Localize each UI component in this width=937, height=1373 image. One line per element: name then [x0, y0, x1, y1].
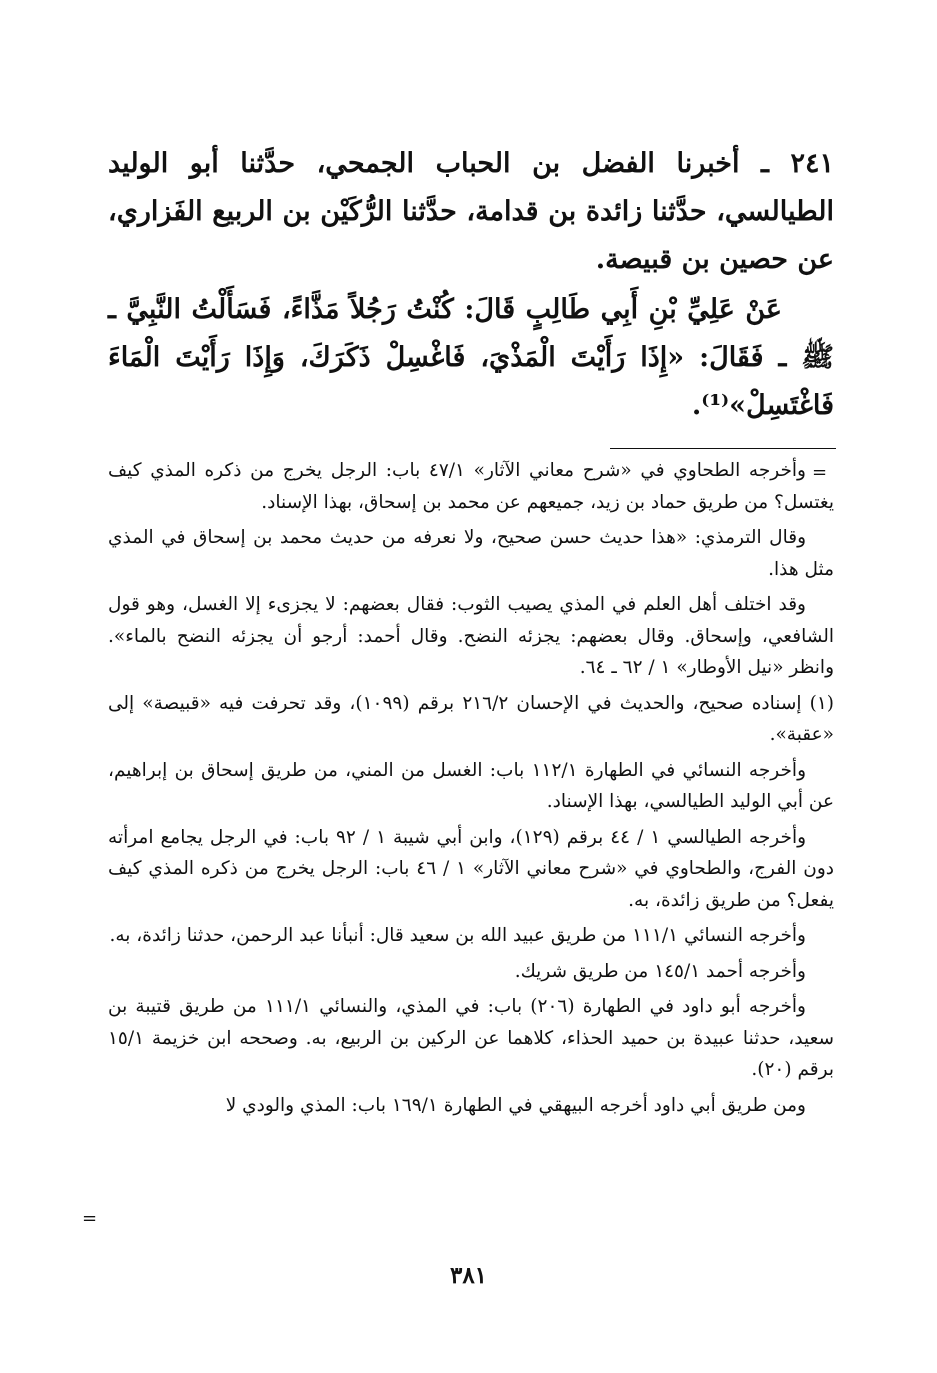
footnote-continuation-mark-start: =	[812, 462, 828, 483]
footnote-paragraph: وأخرجه النسائي في الطهارة ١١٢/١ باب: الغسل من المني، من طريق إسحاق بن إبراهيم، عن أبي الوليد الطيالسي، بهذا الإسناد.	[108, 759, 834, 812]
footnotes	[108, 455, 834, 1125]
footnote-paragraph: وأخرجه أبو داود في الطهارة (٢٠٦) باب: في المذي، والنسائي ١١١/١ من طريق قتيبة بن سعيد، حدثنا عبيدة بن حميد الحذاء، كلاهما عن الركين بن الربيع، به. وصححه ابن خزيمة ١٥/١ برقم (٢٠).	[108, 996, 834, 1080]
hadith-isnad: ٢٤١ ـ أخبرنا الفضل بن الحباب الجمحي، حدَّثنا أبو الوليد الطيالسي، حدَّثنا زائدة بن قدامة، حدَّثنا الرُّكَيْن بن الربيع الفَزاري، عن حصين بن قبيصة.	[108, 148, 834, 275]
footnote-paragraph: وأخرجه الطحاوي في «شرح معاني الآثار» ٤٧/١ باب: الرجل يخرج من ذكره المذي كيف يغتسل؟ من طريق حماد بن زيد، جميعهم عن محمد بن إسحاق، بهذا الإسناد.	[108, 460, 834, 513]
page-number: ٣٨١	[449, 1262, 488, 1289]
main-text	[108, 140, 834, 430]
footnote-divider	[610, 448, 836, 449]
footnote-paragraph: وقد اختلف أهل العلم في المذي يصيب الثوب: فقال بعضهم: لا يجزىء إلا الغسل، وهو قول الشافعي، وإسحاق. وقال بعضهم: يجزئه النضح. وقال أحمد: أرجو أن يجزئه النضح بالماء». وانظر «نيل الأوطار» ١ / ٦٢ ـ ٦٤.	[108, 594, 834, 678]
footnote-paragraph: وأخرجه أحمد ١٤٥/١ من طريق شريك.	[514, 960, 806, 982]
footnote-paragraph: ومن طريق أبي داود أخرجه البيهقي في الطهارة ١٦٩/١ باب: المذي والودي لا	[225, 1094, 806, 1116]
footnote-continuation-mark-end: =	[82, 1208, 98, 1229]
footnote-1: (١) إسناده صحيح، والحديث في الإحسان ٢١٦/٢ برقم (١٠٩٩)، وقد تحرفت فيه «قبيصة» إلى «عقبة».	[108, 692, 834, 745]
footnote-paragraph: وأخرجه الطيالسي ١ / ٤٤ برقم (١٢٩)، وابن أبي شيبة ١ / ٩٢ باب: في الرجل يجامع امرأته دون الفرج، والطحاوي في «شرح معاني الآثار» ١ / ٤٦ باب: الرجل يخرج من ذكره المذي كيف يفعل؟ من طريق زائدة، به.	[108, 826, 834, 911]
hadith-matn: عَنْ عَلِيِّ بْنِ أَبِي طَالِبٍ قَالَ: كُنْتُ رَجُلاً مَذَّاءً، فَسَأَلْتُ النَّبِيَّ ـ ﷺ ـ فَقَالَ: «إِذَا رَأَيْتَ الْمَذْيَ، فَاغْسِلْ ذَكَرَكَ، وَإِذَا رَأَيْتَ الْمَاءَ فَاغْتَسِلْ»⁽¹⁾.	[108, 294, 834, 421]
footnote-paragraph: وأخرجه النسائي ١١١/١ من طريق عبيد الله بن سعيد قال: أنبأنا عبد الرحمن، حدثنا زائدة، به.	[109, 925, 806, 946]
footnote-paragraph: وقال الترمذي: «هذا حديث حسن صحيح، ولا نعرفه من حديث محمد بن إسحاق في المذي مثل هذا.	[108, 527, 834, 580]
